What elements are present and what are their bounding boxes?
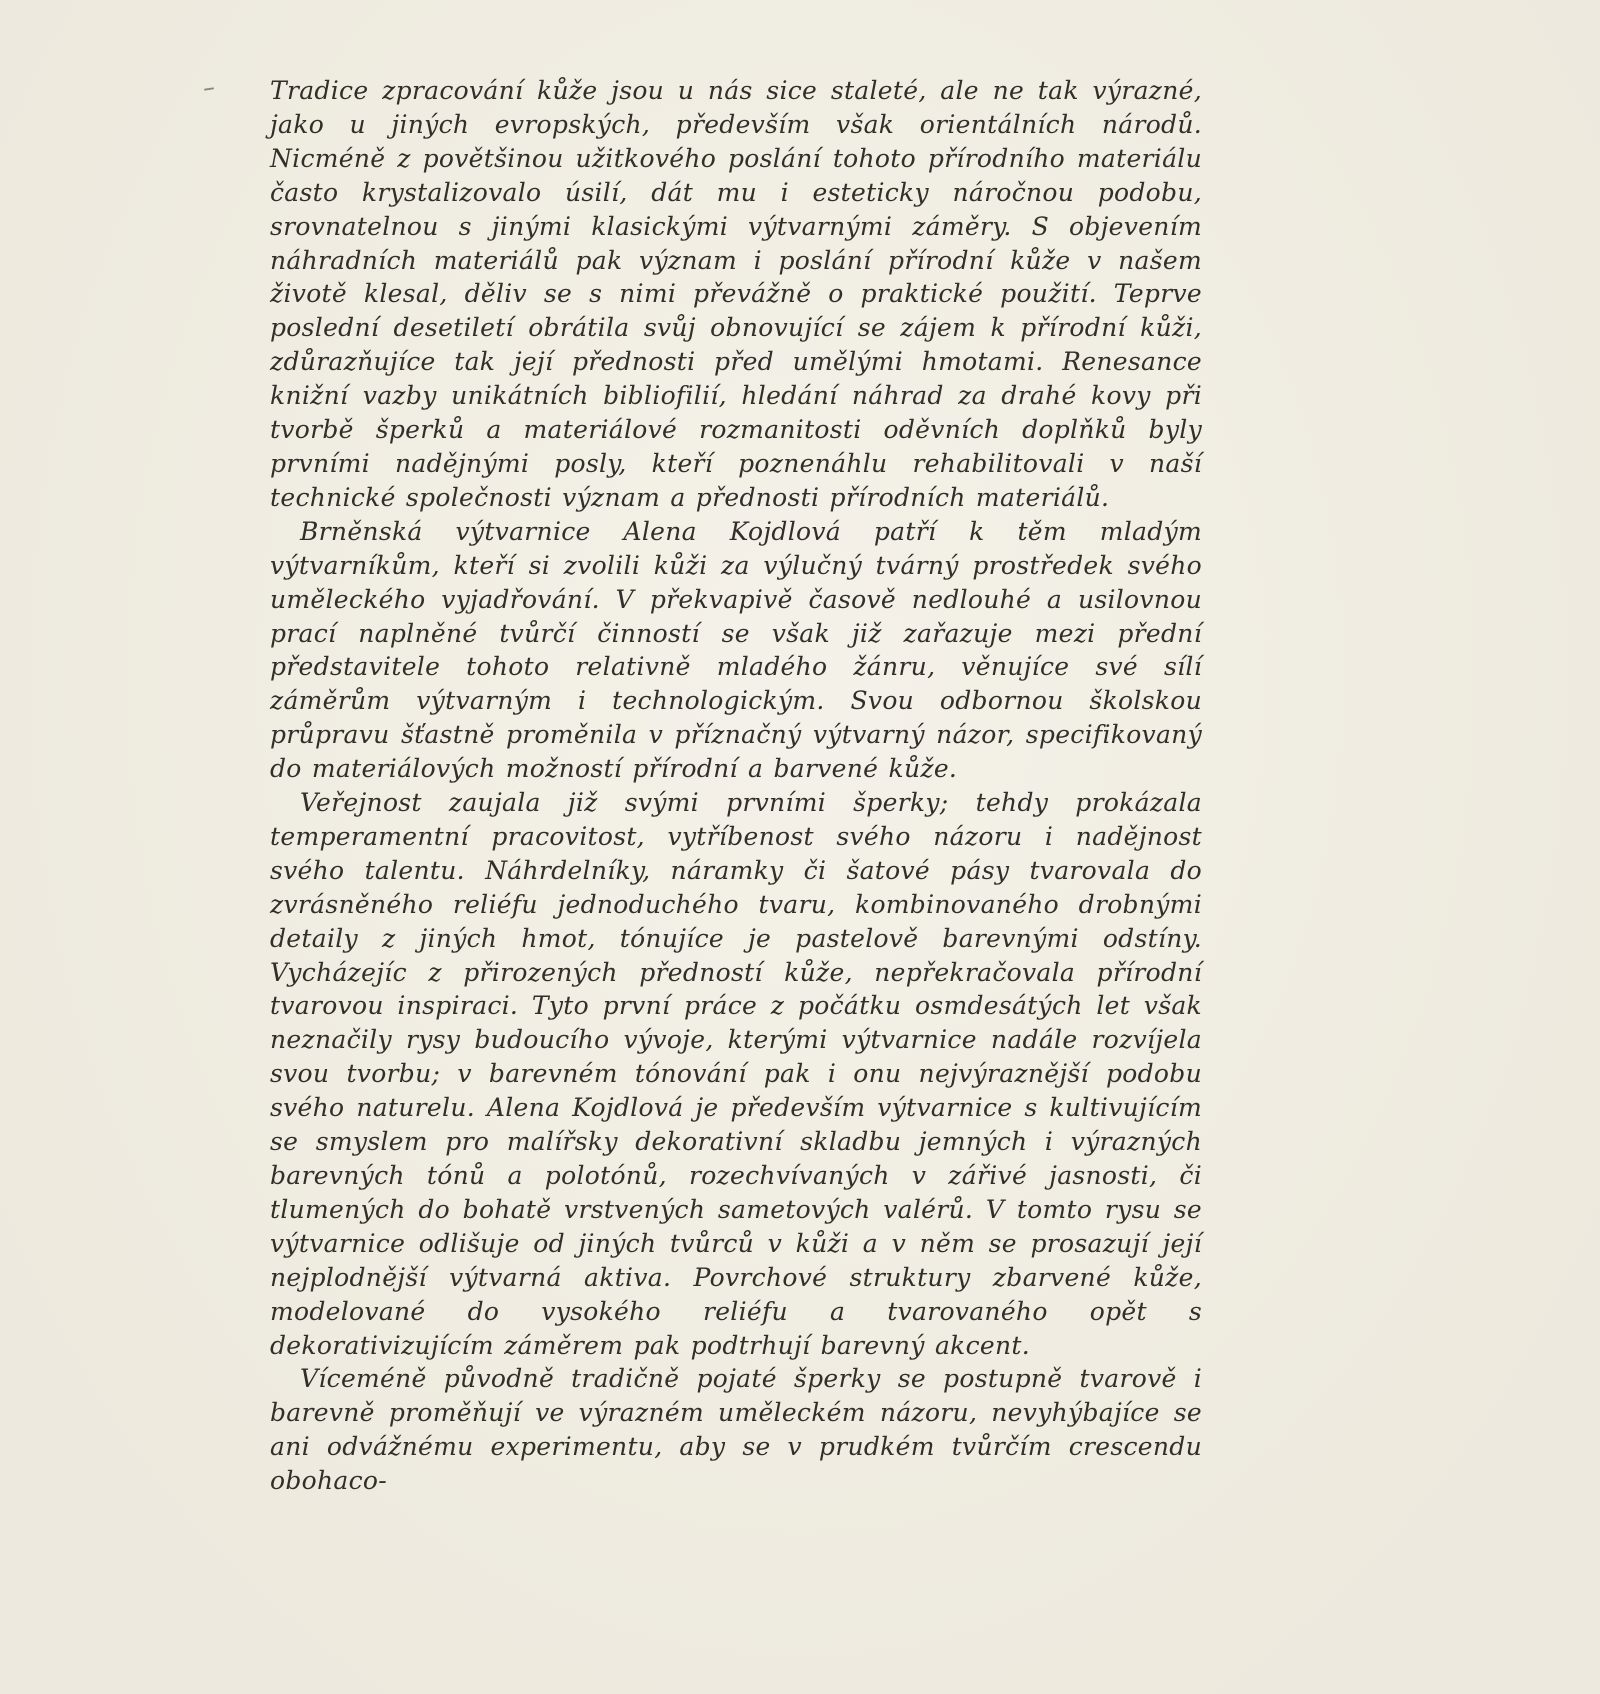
paragraph-1: Tradice zpracování kůže jsou u nás sice staleté, ale ne tak výrazné, jako u jiných evropských, především však orientálních národů. Nicméně z povětšinou užitkového poslání tohoto přírodního materiálu často krystalizovalo úsilí, dát mu i esteticky náročnou podobu, srovnatelnou s jinými klasickými výtvarnými záměry. S objevením náhradních materiálů pak význam i poslání přírodní kůže v našem životě klesal, děliv se s nimi převážně o praktické použití. Teprve poslední desetiletí obrátila svůj obnovující se zájem k přírodní kůži, zdůrazňujíce tak její přednosti před umělými hmotami. Renesance knižní vazby unikátních bibliofilií, hledání náhrad za drahé kovy při tvorbě šperků a materiálové rozmanitosti oděvních doplňků byly prvními nadějnými posly, kteří poznenáhlu rehabilitovali v naší technické společnosti význam a přednosti přírodních materiálů. bbox=[270, 76, 1202, 512]
paragraph-3: Veřejnost zaujala již svými prvními šperky; tehdy prokázala temperamentní pracovitost, vytříbenost svého názoru i nadějnost svého talentu. Náhrdelníky, náramky či šatové pásy tvarovala do zvrásněného reliéfu jednoduchého tvaru, kombinovaného drobnými detaily z jiných hmot, tónujíce je pastelově barevnými odstíny. Vycházejíc z přirozených předností kůže, nepřekračovala přírodní tvarovou inspiraci. Tyto první práce z počátku osmdesátých let však neznačily rysy budoucího vývoje, kterými výtvarnice nadále rozvíjela svou tvorbu; v barevném tónování pak i onu nejvýraznější podobu svého naturelu. Alena Kojdlová je především výtvarnice s kultivujícím se smyslem pro malířsky dekorativní skladbu jemných i výrazných barevných tónů a polotónů, rozechvívaných v zářivé jasnosti, či tlumených do bohatě vrstvených sametových valérů. V tomto rysu se výtvarnice odlišuje od jiných tvůrců v kůži a v něm se prosazují její nejplodnější výtvarná aktiva. Povrchové struktury zbarvené kůže, modelované do vysokého reliéfu a tvarovaného opět s dekorativizujícím záměrem pak podtrhují barevný akcent. bbox=[270, 788, 1202, 1360]
paragraph-4: Víceméně původně tradičně pojaté šperky se postupně tvarově i barevně proměňují ve výrazném uměleckém názoru, nevyhýbajíce se ani odvážnému experimentu, aby se v prudkém tvůrčím crescendu obohaco- bbox=[270, 1364, 1202, 1496]
scan-artifact-mark bbox=[204, 87, 214, 90]
body-text bbox=[270, 74, 1202, 1498]
paragraph-2: Brněnská výtvarnice Alena Kojdlová patří k těm mladým výtvarníkům, kteří si zvolili kůži za výlučný tvárný prostředek svého uměleckého vyjadřování. V překvapivě časově nedlouhé a usilovnou prací naplněné tvůrčí činností se však již zařazuje mezi přední představitele tohoto relativně mladého žánru, věnujíce své sílí záměrům výtvarným i technologickým. Svou odbornou školskou průpravu šťastně proměnila v příznačný výtvarný názor, specifikovaný do materiálových možností přírodní a barvené kůže. bbox=[270, 516, 1202, 784]
